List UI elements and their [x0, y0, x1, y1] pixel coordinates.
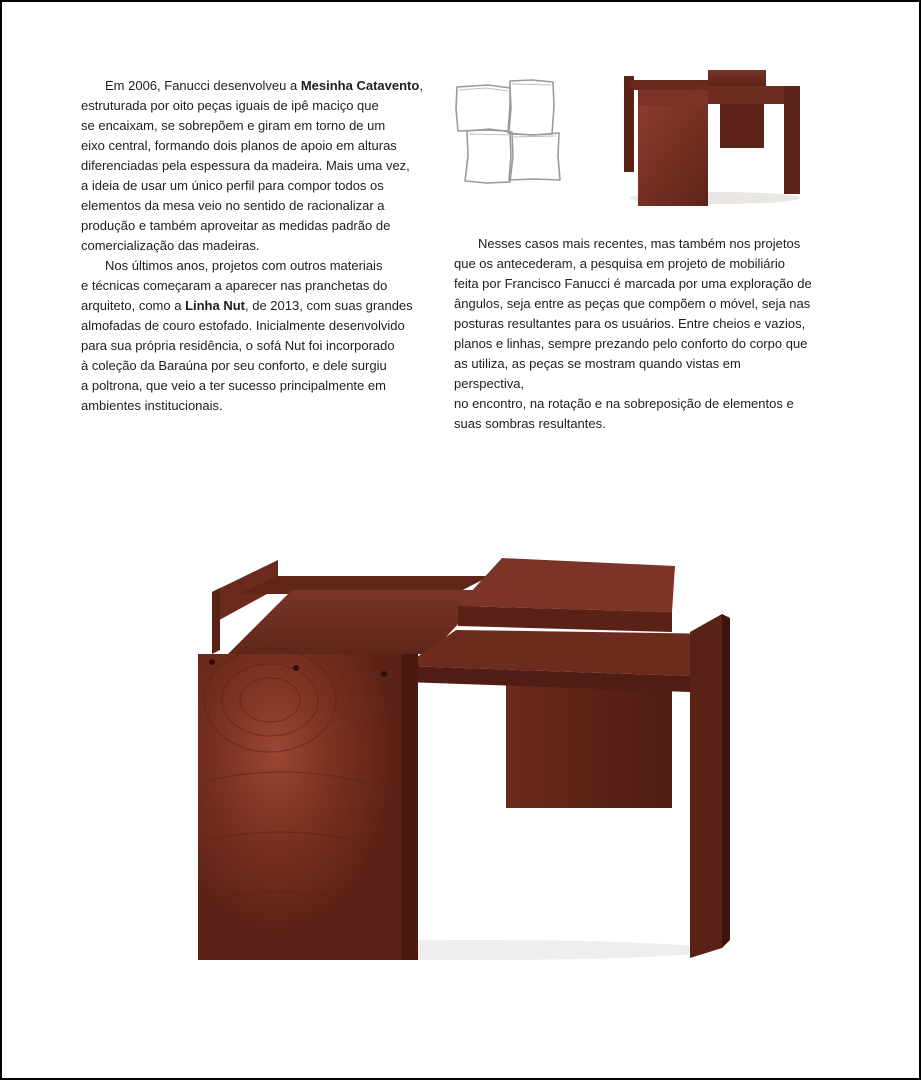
paragraph-mesinha-catavento — [81, 76, 431, 256]
page-border-top — [0, 0, 921, 2]
sketch-square-bottom-right — [509, 133, 560, 180]
text-run: Nos últimos anos, projetos com outros materiais e técnicas começaram a aparecer nas pranchetas do arquiteto, como a — [81, 258, 388, 313]
text-run: , estruturada por oito peças iguais de ipê maciço que se encaixam, se sobrepõem e giram em torno de um eixo central, formando dois planos de apoio em alturas diferenciadas pela espessura da madeira. Mais uma vez, a ideia de usar um único perfil para compor todos os elementos da mesa veio no sentido de racionalizar a produção e também aproveitar as medidas padrão de comercialização das madeiras. — [81, 78, 423, 253]
catavento-sketch-diagram — [452, 76, 566, 188]
mesinha-catavento-photo-small — [620, 68, 806, 208]
sketch-square-bottom-left — [465, 129, 513, 183]
text-run: Em 2006, Fanucci desenvolveu a — [105, 78, 301, 93]
paragraph-linha-nut — [81, 256, 431, 416]
right-text-column — [454, 234, 814, 434]
mesinha-catavento-photo-large — [190, 550, 735, 970]
sketch-square-top-right — [508, 80, 554, 135]
emphasis-linha-nut: Linha Nut — [185, 298, 245, 313]
paragraph-pesquisa-mobiliario: Nesses casos mais recentes, mas também nos projetos que os antecederam, a pesquisa em projeto de mobiliário feita por Francisco Fanucci é marcada por uma exploração de ângulos, seja entre as peças que compõem o móvel, seja nas posturas resultantes para os usuários. Entre cheios e vazios, planos e linhas, sempre prezando pelo conforto do corpo que as utiliza, as peças se mostram quando vistas em perspectiva, no encontro, na rotação e na sobreposição de elementos e suas sombras resultantes. — [454, 236, 812, 431]
text-run: , de 2013, com suas grandes almofadas de couro estofado. Inicialmente desenvolvido para sua própria residência, o sofá Nut foi incorporado à coleção da Baraúna por seu conforto, e dele surgiu a poltrona, que veio a ter sucesso principalmente em ambientes institucionais. — [81, 298, 413, 413]
left-text-column — [81, 76, 431, 416]
emphasis-mesinha-catavento: Mesinha Catavento — [300, 78, 420, 93]
sketch-square-top-left — [456, 85, 511, 131]
page-border-left — [0, 0, 2, 1080]
